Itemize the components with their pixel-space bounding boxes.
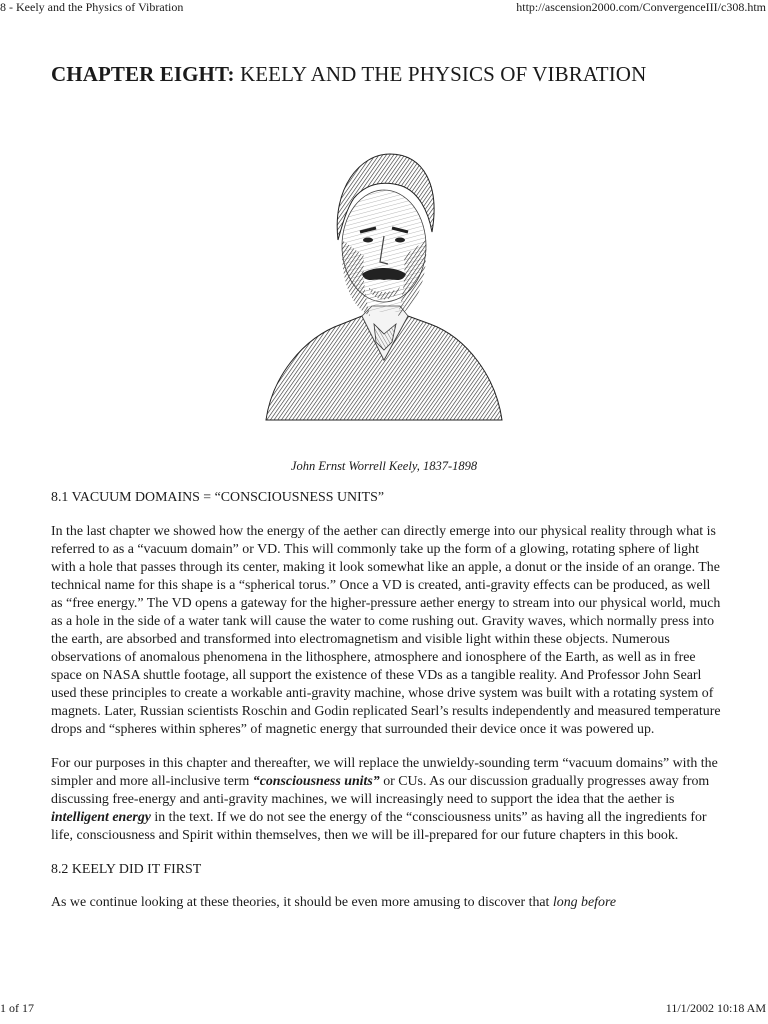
para2-text-c: or CUs. As our discussion gradually progresses away from discussing free-energy and anti-gravity machines, we will increasingly need to support the idea that the aether is	[51, 774, 710, 807]
print-header-url: http://ascension2000.com/ConvergenceIII/c308.htm	[516, 0, 766, 14]
chapter-label: CHAPTER EIGHT:	[51, 62, 235, 86]
chapter-title-text: KEELY AND THE PHYSICS OF VIBRATION	[234, 62, 647, 86]
chapter-title	[51, 62, 751, 87]
para2-text-e: in the text. If we do not see the energy of the “consciousness units” as having all the ingredients for life, consciousness and Spirit within themselves, then we will be ill-prepared for our future chapters in this book.	[51, 810, 707, 843]
article-body	[51, 489, 723, 928]
paragraph-keely-first	[51, 894, 723, 912]
portrait-caption: John Ernst Worrell Keely, 1837-1898	[290, 459, 478, 473]
emphasis-long-before: long before	[552, 895, 617, 910]
paragraph-vacuum-domains: In the last chapter we showed how the energy of the aether can directly emerge into our physical reality through what is referred to as a “vacuum domain” or VD. This will commonly take up the form of a glowing, rotating sphere of light with a hole that passes through its center, making it look somewhat like an apple, a donut or the inside of an orange. The technical name for this shape is a “spherical torus.” Once a VD is created, anti-gravity effects can be produced, as well as “free energy.” The VD opens a gateway for the higher-pressure aether energy to stream into our physical world, much as a hole in the side of a water tank will cause the water to come rushing out. Gravity waves, which normally press into the earth, are absorbed and transformed into electromagnetism and visible light within these objects. Numerous observations of anomalous phenomena in the lithosphere, atmosphere and ionosphere of the Earth, as well as in free space on NASA shuttle footage, all support the existence of these VDs as a tangible reality. And Professor John Searl used these principles to create a workable anti-gravity machine, whose drive system was built with a rotating system of magnets. Later, Russian scientists Roschin and Godin replicated Searl’s results independently and measured temperature drops and “spheres within spheres” of magnetic energy that surrounded their device once it was powered up.	[51, 524, 721, 737]
section-heading-8-2: 8.2 KEELY DID IT FIRST	[51, 862, 202, 877]
section-heading-8-1: 8.1 VACUUM DOMAINS = “CONSCIOUSNESS UNITS”	[51, 490, 385, 505]
print-header-title: 8 - Keely and the Physics of Vibration	[0, 0, 184, 14]
term-intelligent-energy: intelligent energy	[51, 810, 151, 825]
para2-text-a: For our purposes in this chapter and thereafter, we will replace the unwieldy-sounding term “vacuum domains” with the simpler and more all-inclusive term	[51, 756, 718, 789]
print-footer-page-count: 1 of 17	[0, 1001, 34, 1015]
paragraph-consciousness-units	[51, 755, 723, 845]
portrait-engraving	[262, 128, 506, 428]
term-consciousness-units: “consciousness units”	[252, 774, 380, 789]
print-footer-date: 11/1/2002 10:18 AM	[665, 1001, 766, 1015]
para3-text-a: As we continue looking at these theories, it should be even more amusing to discover that	[51, 895, 553, 910]
